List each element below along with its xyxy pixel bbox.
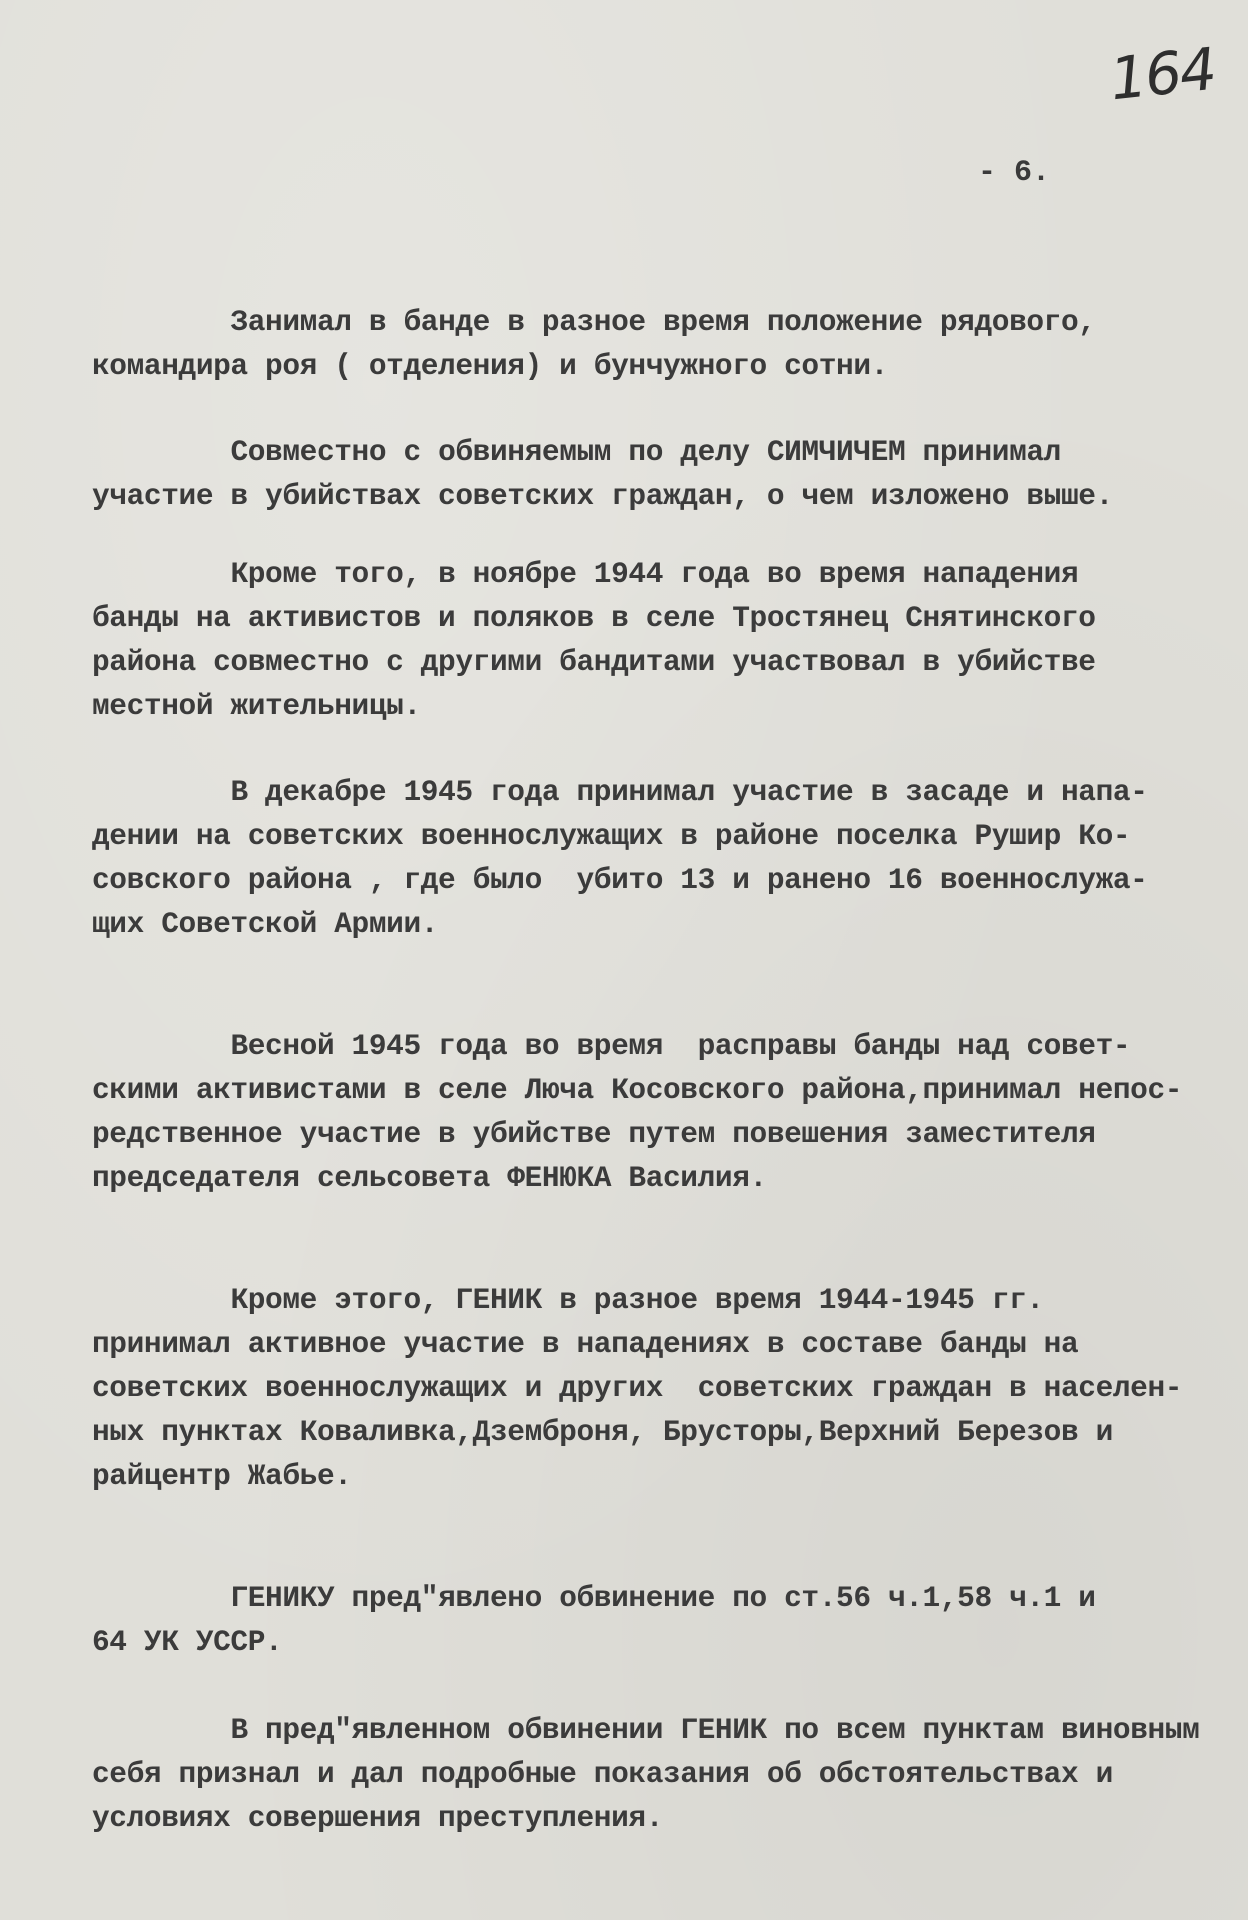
paragraph-trostyanets-attack: Кроме того, в ноябре 1944 года во время нападения банды на активистов и поляков в селе Тростянец Снятинского района совместно с другими бандитами участвовал в убийстве местной жительницы.	[92, 557, 1096, 723]
paragraph-spring-1945-execution: Весной 1945 года во время расправы банды над совет- скими активистами в селе Люча Косовского района,принимал непос- редственное участие в убийстве путем повешения заместителя председателя сельсовета ФЕНЮКА Василия.	[92, 1029, 1183, 1195]
paragraph-other-attacks: Кроме этого, ГЕНИК в разное время 1944-1945 гг. принимал активное участие в нападениях в составе банды на советских военнослужащих и других советских граждан в населен- ных пунктах Коваливка,Дземброня, Брусторы,Верхний Березов и райцентр Жабье.	[92, 1283, 1183, 1493]
page-number: - 6.	[978, 156, 1051, 190]
document-body	[92, 300, 1232, 1840]
paragraph-position-in-band: Занимал в банде в разное время положение рядового, командира роя ( отделения) и бунчужного сотни.	[92, 305, 1096, 383]
handwritten-archive-number: 164	[1106, 34, 1218, 114]
paragraph-ambush-december-1945: В декабре 1945 года принимал участие в засаде и напа- дении на советских военнослужащих в районе поселка Рушир Ко- совского района , где было убито 13 и ранено 16 военнослужа- щих Советской Армии.	[92, 775, 1148, 941]
paragraph-joint-murders: Совместно с обвиняемым по делу СИМЧИЧЕМ принимал участие в убийствах советских граждан, о чем изложено выше.	[92, 435, 1113, 513]
paragraph-confession: В пред"явленном обвинении ГЕНИК по всем пунктам виновным себя признал и дал подробные показания об обстоятельствах и условиях совершения преступления.	[92, 1713, 1200, 1835]
paragraph-charges: ГЕНИКУ пред"явлено обвинение по ст.56 ч.1,58 ч.1 и 64 УК УССР.	[92, 1581, 1096, 1659]
